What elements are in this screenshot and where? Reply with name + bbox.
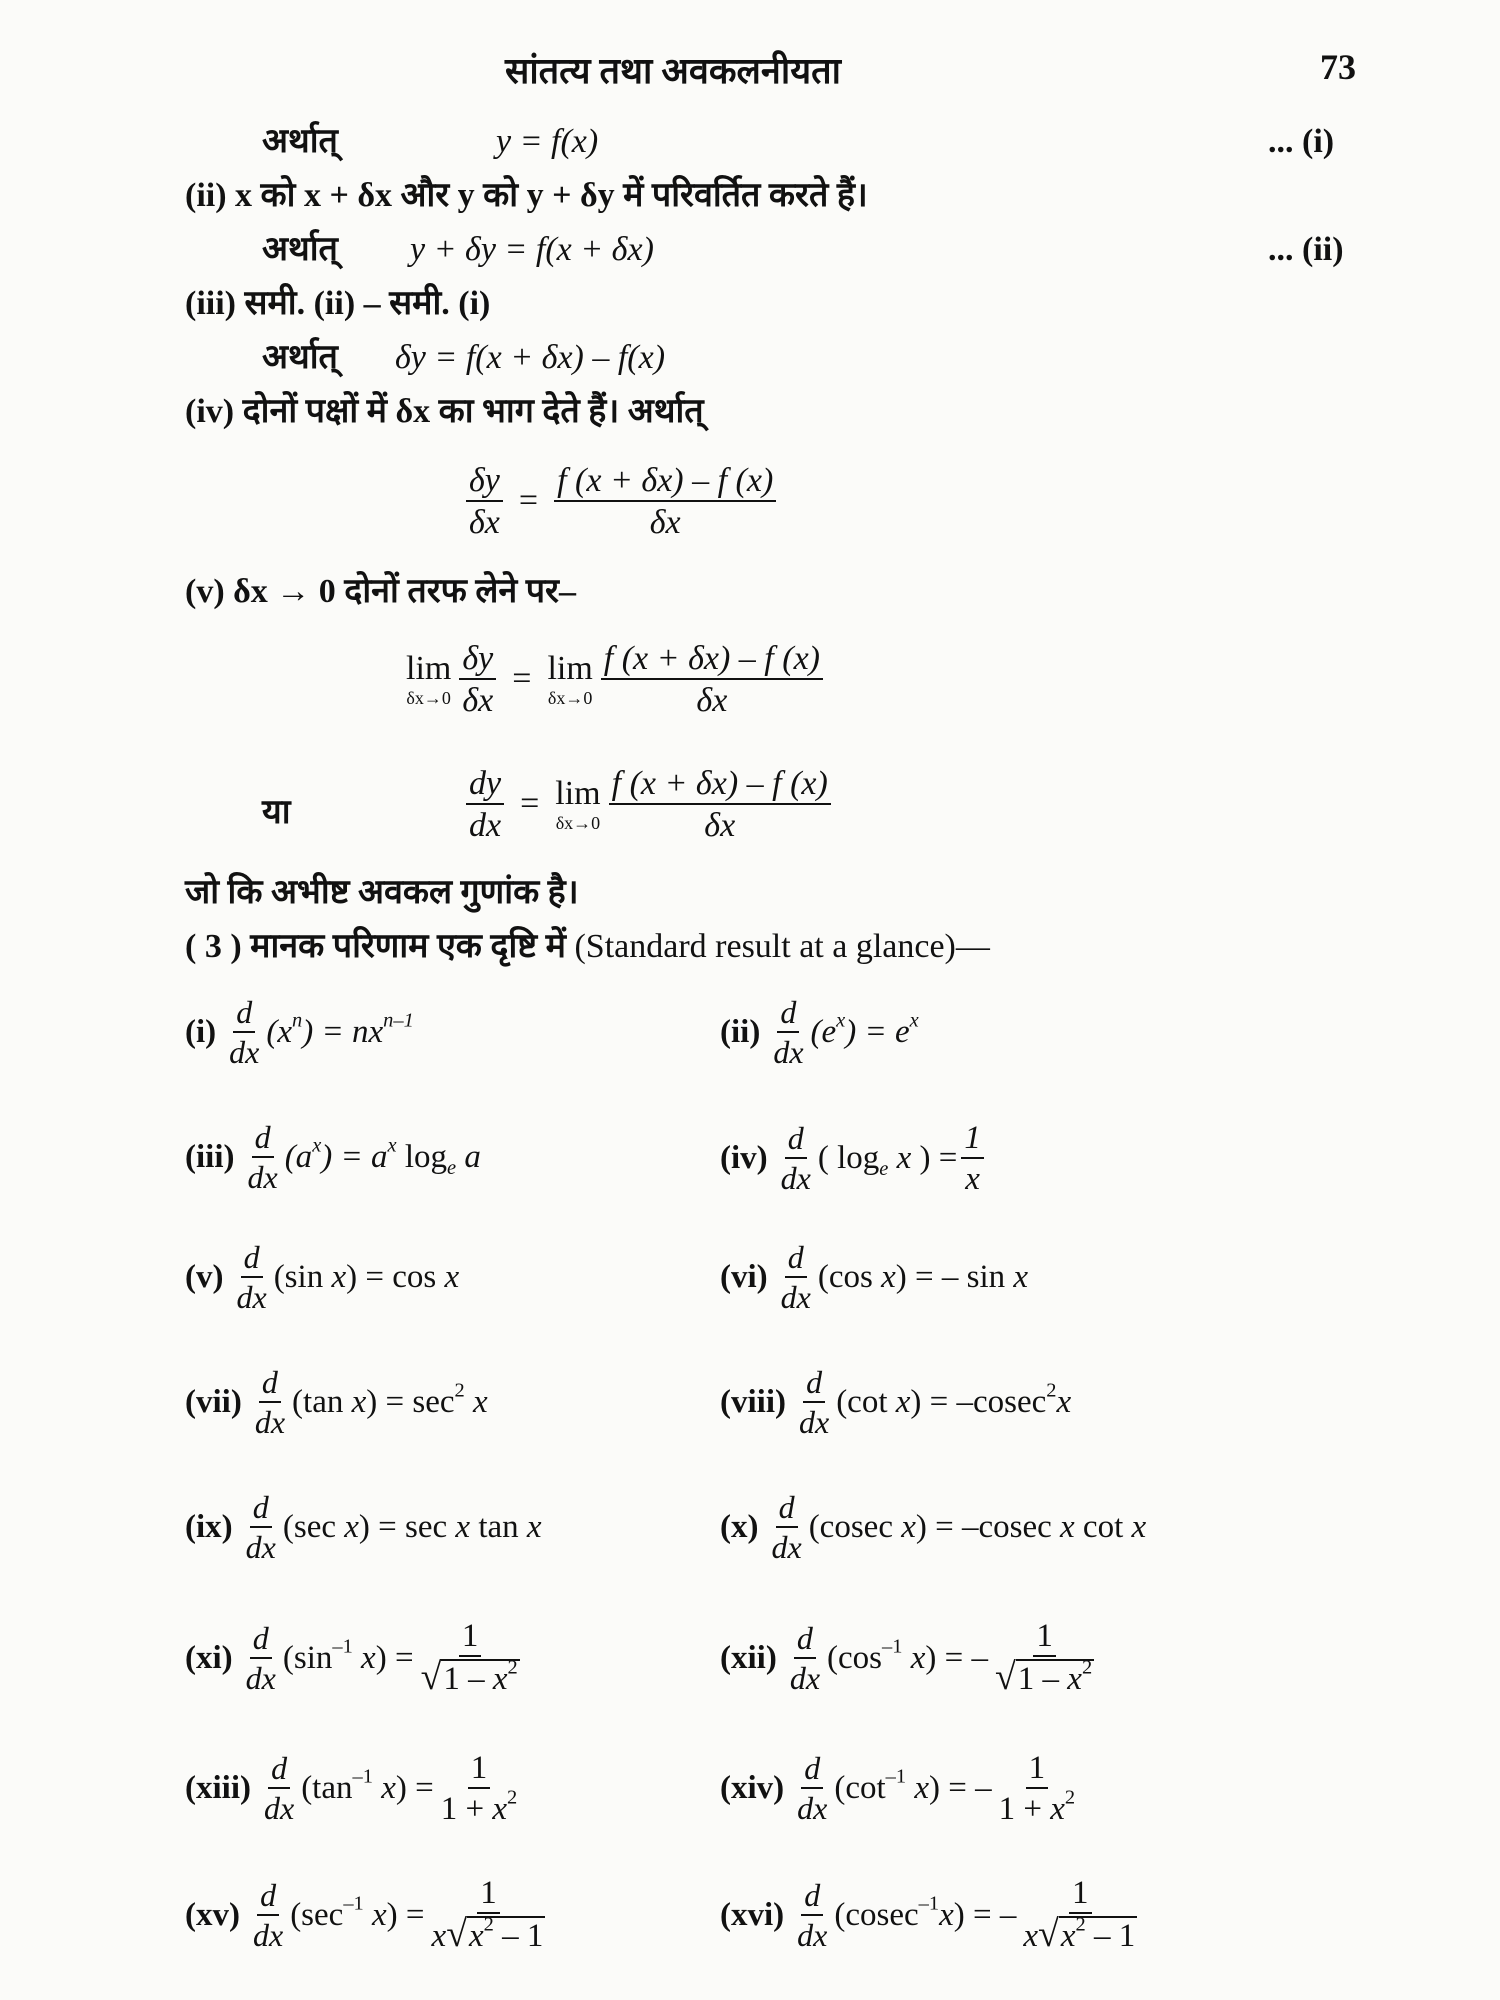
- section-heading-hindi: ( 3 ) मानक परिणाम एक दृष्टि में: [185, 928, 566, 965]
- step-4: (iv) दोनों पक्षों में δx का भाग देते हैं। अर्थात्: [185, 393, 704, 430]
- result-10: (x) $\frac{d}{dx}$ (cosec x) = –cosec x cot x: [720, 1489, 1147, 1566]
- limit-equation: lim δx→0 $\frac{\delta y}{\delta x}$ = lim δx→0 $\frac{f (x + \delta x) - f (x)}{\delta x}$: [402, 640, 827, 720]
- result-15: (xv) $\frac{d}{dx}$ ($\sec^{-1}$ x) = 1 x √ $x^2 - 1$: [185, 1875, 544, 1956]
- step-3: (iii) समी. (ii) – समी. (i): [185, 285, 491, 322]
- result-1: (i) $\frac{d}{dx}$ $(x^n) = nx^{n-1}$: [185, 994, 414, 1071]
- result-12: (xii) $\frac{d}{dx}$ ($\cos^{-1}$ x) = – 1 √ $1 - x^2$: [720, 1618, 1093, 1699]
- result-14: (xiv) $\frac{d}{dx}$ ($\cot^{-1}$ x) = – $\frac{1}{1 + x^2}$: [720, 1750, 1076, 1828]
- page-number: 73: [1320, 47, 1356, 87]
- result-9: (ix) $\frac{d}{dx}$ (sec x) = sec x tan x: [185, 1489, 542, 1566]
- result-2: (ii) $\frac{d}{dx}$ $(e^x) = e^x$: [720, 994, 919, 1071]
- or-label: या: [262, 794, 291, 831]
- step-prefix-3: अर्थात्: [262, 231, 338, 268]
- result-7: (vii) $\frac{d}{dx}$ (tan $x) = \sec^2 x$: [185, 1364, 488, 1441]
- result-8: (viii) $\frac{d}{dx}$ (cot x) = –cosec$^2$x: [720, 1364, 1072, 1441]
- equation-2: y + δy = f(x + δx): [410, 231, 654, 268]
- page-title: सांतत्य तथा अवकलनीयता: [505, 51, 841, 91]
- step-prefix-1: अर्थात्: [262, 123, 338, 160]
- difference-quotient-equation: $\frac{\delta y}{\delta x}$ = $\frac{f (x + \delta x) - f (x)}{\delta x}$: [462, 462, 780, 542]
- result-16: (xvi) $\frac{d}{dx}$ (cosec$^{-1}$x) = – 1 x √ $x^2 - 1$: [720, 1875, 1136, 1956]
- equation-3: δy = f(x + δx) – f(x): [395, 339, 666, 376]
- equation-number-2: ... (ii): [1268, 231, 1344, 268]
- equation-number-1: ... (i): [1268, 123, 1335, 160]
- step-2: (ii) x को x + δx और y को y + δy में परिवर्तित करते हैं।: [185, 177, 868, 214]
- section-heading: [185, 927, 990, 968]
- result-6: (vi) $\frac{d}{dx}$ (cos x) = – sin x: [720, 1239, 1029, 1316]
- conclusion-text: जो कि अभीष्ट अवकल गुणांक है।: [185, 874, 579, 911]
- section-heading-english: (Standard result at a glance)—: [574, 928, 990, 965]
- equation-1: y = f(x): [496, 123, 599, 160]
- result-13: (xiii) $\frac{d}{dx}$ ($\tan^{-1}$ x) = $\frac{1}{1 + x^2}$: [185, 1750, 518, 1828]
- result-3: (iii) $\frac{d}{dx}$ $(a^x) = a^x$ $\log_e$ a: [185, 1119, 481, 1196]
- result-5: (v) $\frac{d}{dx}$ (sin x) = cos x: [185, 1239, 460, 1316]
- step-5: (v) δx → 0 दोनों तरफ लेने पर–: [185, 573, 576, 610]
- result-4: (iv) $\frac{d}{dx}$ ( $\log_e x$ ) = $\frac{1}{x}$: [720, 1120, 988, 1198]
- derivative-definition-equation: $\frac{dy}{dx}$ = lim δx→0 $\frac{f (x + \delta x) - f (x)}{\delta x}$: [462, 765, 835, 845]
- step-prefix-5: अर्थात्: [262, 339, 338, 376]
- result-11: (xi) $\frac{d}{dx}$ ($\sin^{-1}$ x) = 1 √ $1 - x^2$: [185, 1618, 518, 1699]
